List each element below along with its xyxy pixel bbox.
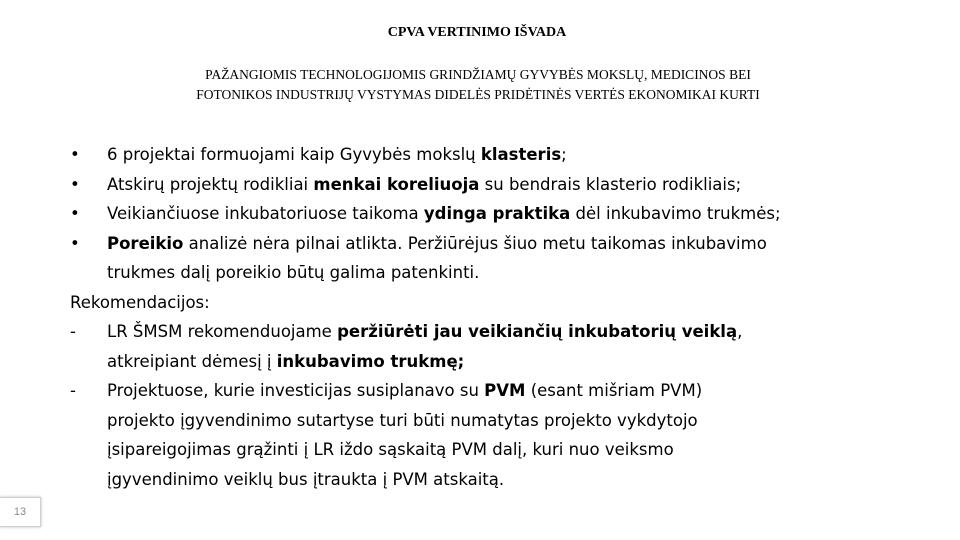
bullet-text: Atskirų projektų rodikliai menkai koreliuoja su bendrais klasterio rodikliais; <box>107 174 742 194</box>
bullet-text: Poreikio analizė nėra pilnai atlikta. Peržiūrėjus šiuo metu taikomas inkubavimo trukmes dalį poreikio būtų galima patenkinti. <box>107 233 767 282</box>
recommendation-item <box>70 317 950 376</box>
subtitle-line-1: PAŽANGIOMIS TECHNOLOGIJOMIS GRINDŽIAMŲ GYVYBĖS MOKSLŲ, MEDICINOS BEI <box>205 67 751 82</box>
bullet-text: Veikiančiuose inkubatoriuose taikoma ydinga praktika dėl inkubavimo trukmės; <box>107 204 781 223</box>
bullet-marker: • <box>70 204 80 223</box>
bullet-item <box>70 199 950 229</box>
dash-marker: - <box>70 381 76 400</box>
recommendation-text: Projektuose, kurie investicijas susiplanavo su PVM (esant mišriam PVM) projekto įgyvendinimo sutartyse turi būti numatytas projekto vykdytojo įsipareigojimas grąžinti į LR iždo sąskaitą PVM dalį, kuri nuo veiksmo įgyvendinimo veiklų bus įtraukta į PVM atskaitą. <box>107 381 703 489</box>
recommendations-heading: Rekomendacijos: <box>70 292 210 312</box>
bullet-item <box>70 170 950 200</box>
bullet-item <box>70 229 950 288</box>
bullet-marker: • <box>70 145 80 164</box>
recommendation-text: LR ŠMSM rekomenduojame peržiūrėti jau veikiančių inkubatorių veiklą, atkreipiant dėmesį į inkubavimo trukmę; <box>107 322 743 371</box>
dash-marker: - <box>70 322 76 341</box>
bullet-marker: • <box>70 174 80 194</box>
recommendation-item <box>70 376 950 494</box>
bullet-marker: • <box>70 233 80 253</box>
page-number: 13 <box>0 497 41 527</box>
slide-subtitle <box>100 65 856 105</box>
bullet-text: 6 projektai formuojami kaip Gyvybės mokslų klasteris; <box>107 145 567 164</box>
subtitle-line-2: FOTONIKOS INDUSTRIJŲ VYSTYMAS DIDELĖS PRIDĖTINĖS VERTĖS EKONOMIKAI KURTI <box>196 87 760 102</box>
slide-title: CPVA VERTINIMO IŠVADA <box>387 25 567 40</box>
bullet-item <box>70 140 950 170</box>
slide-content <box>70 140 950 494</box>
